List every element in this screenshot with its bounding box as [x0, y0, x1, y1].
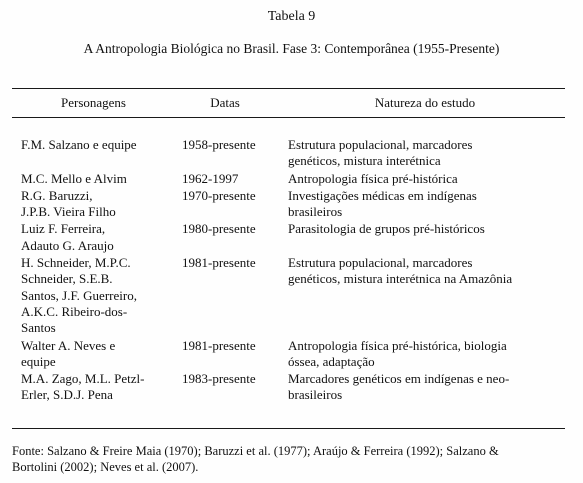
person-line: Santos, J.F. Guerreiro, [21, 287, 137, 303]
person-line: Walter A. Neves e [21, 337, 116, 353]
person-line: Schneider, S.E.B. [21, 271, 113, 287]
cell-datas: 1958-presente [182, 137, 256, 152]
person-line: Adauto G. Araujo [21, 237, 114, 253]
person-line: H. Schneider, M.P.C. [21, 255, 131, 271]
table-body [21, 137, 565, 405]
person-line: Santos [21, 320, 56, 336]
table-row [21, 221, 565, 254]
cell-natureza [288, 255, 565, 288]
cell-datas: 1981-presente [182, 255, 256, 271]
nature-line: Estrutura populacional, marcadores [288, 137, 473, 152]
source-note [12, 443, 572, 475]
nature-line: Investigações médicas em indígenas [288, 187, 477, 203]
nature-line: genéticos, mistura interétnica na Amazônia [288, 271, 513, 287]
person-line: Luiz F. Ferreira, [21, 221, 106, 237]
person-line: A.K.C. Ribeiro-dos- [21, 303, 128, 319]
person-line: R.G. Baruzzi, [21, 187, 93, 203]
source-line: Fonte: Salzano & Freire Maia (1970); Baruzzi et al. (1977); Araújo & Ferreira (1992); Salzano & [12, 444, 499, 458]
table-row [21, 188, 565, 221]
cell-natureza [288, 171, 565, 187]
nature-line: genéticos, mistura interétnica [288, 153, 441, 169]
header-natureza: Natureza do estudo [374, 95, 476, 110]
header-personagens: Personagens [61, 95, 126, 110]
cell-personagens [21, 255, 182, 336]
cell-natureza [288, 338, 565, 371]
cell-natureza [288, 221, 565, 237]
cell-datas: 1980-presente [182, 221, 256, 237]
table-row [21, 171, 565, 187]
person-line: J.P.B. Vieira Filho [21, 204, 116, 220]
cell-personagens [21, 171, 182, 187]
cell-natureza [288, 188, 565, 221]
table-row [21, 371, 565, 404]
person-line: M.A. Zago, M.L. Petzl- [21, 371, 145, 387]
table-bottom-rule [12, 428, 565, 429]
header-datas: Datas [210, 95, 240, 110]
cell-natureza [288, 137, 565, 170]
table-row [21, 137, 565, 170]
nature-line: óssea, adaptação [288, 353, 375, 369]
cell-datas: 1983-presente [182, 371, 256, 387]
nature-line: Antropologia física pré-histórica, biologia [288, 337, 507, 353]
cell-natureza [288, 371, 565, 404]
nature-line: Estrutura populacional, marcadores [288, 255, 473, 271]
cell-personagens [21, 137, 182, 153]
person-line: equipe [21, 353, 56, 369]
table-row [21, 255, 565, 336]
nature-line: Antropologia física pré-histórica [288, 170, 458, 186]
table-header-rule [12, 117, 565, 118]
table-top-rule [12, 88, 565, 89]
person-line: M.C. Mello e Alvim [21, 170, 127, 186]
nature-line: Marcadores genéticos em indígenas e neo- [288, 371, 510, 387]
nature-line: brasileiros [288, 387, 343, 403]
table-row [21, 338, 565, 371]
source-line: Bortolini (2002); Neves et al. (2007). [12, 460, 199, 474]
nature-line: Parasitologia de grupos pré-históricos [288, 221, 485, 237]
person-line: F.M. Salzano e equipe [21, 137, 137, 152]
person-line: Erler, S.D.J. Pena [21, 387, 113, 403]
table-title: A Antropologia Biológica no Brasil. Fase 3: Contemporânea (1955-Presente) [83, 41, 500, 56]
nature-line: brasileiros [288, 204, 343, 220]
cell-datas: 1981-presente [182, 337, 256, 353]
cell-datas: 1962-1997 [182, 170, 239, 186]
cell-personagens [21, 221, 182, 254]
table-label: Tabela 9 [267, 9, 316, 24]
cell-personagens [21, 371, 182, 404]
cell-personagens [21, 338, 182, 371]
cell-datas: 1970-presente [182, 187, 256, 203]
cell-personagens [21, 188, 182, 221]
